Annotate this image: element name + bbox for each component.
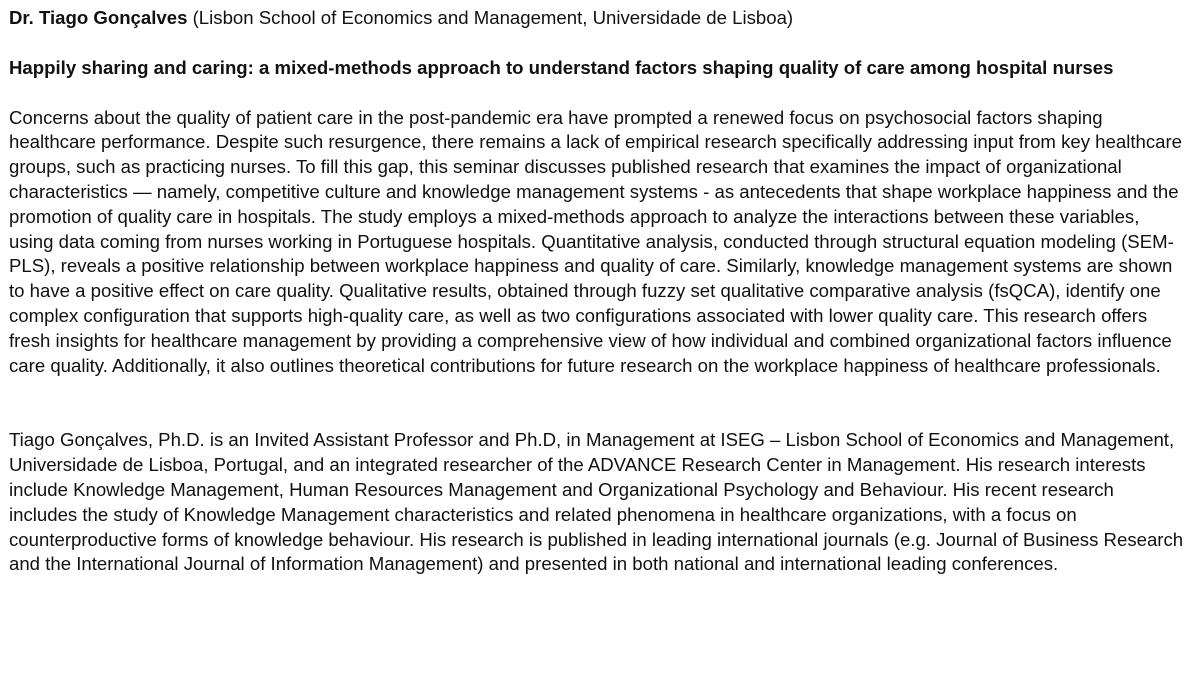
speaker-line [9,6,1184,31]
talk-abstract: Concerns about the quality of patient care in the post-pandemic era have prompted a renewed focus on psychosocial factors shaping healthcare performance. Despite such resurgence, there remains a lack of empirical research specifically addressing input from key healthcare groups, such as practicing nurses. To fill this gap, this seminar discusses published research that examines the impact of organizational characteristics — namely, competitive culture and knowledge management systems - as antecedents that shape workplace happiness and the promotion of quality care in hospitals. The study employs a mixed-methods approach to analyze the interactions between these variables, using data coming from nurses working in Portuguese hospitals. Quantitative analysis, conducted through structural equation modeling (SEM-PLS), reveals a positive relationship between workplace happiness and quality of care. Similarly, knowledge management systems are shown to have a positive effect on care quality. Qualitative results, obtained through fuzzy set qualitative comparative analysis (fsQCA), identify one complex configuration that supports high-quality care, as well as two configurations associated with lower quality care. This research offers fresh insights for healthcare management by providing a comprehensive view of how individual and combined organizational factors influence care quality. Additionally, it also outlines theoretical contributions for future research on the workplace happiness of healthcare professionals. [9,106,1183,376]
speaker-affiliation: (Lisbon School of Economics and Management, Universidade de Lisboa) [192,7,794,28]
talk-title: Happily sharing and caring: a mixed-methods approach to understand factors shaping quality of care among hospital nurses [9,56,1114,78]
speaker-name: Dr. Tiago Gonçalves [9,7,188,28]
speaker-bio: Tiago Gonçalves, Ph.D. is an Invited Assistant Professor and Ph.D, in Management at ISEG – Lisbon School of Economics and Management, Universidade de Lisboa, Portugal, and an integrated researcher of the ADVANCE Research Center in Management. His research interests include Knowledge Management, Human Resources Management and Organizational Psychology and Behaviour. His recent research includes the study of Knowledge Management characteristics and related phenomena in healthcare organizations, with a focus on counterproductive forms of knowledge behaviour. His research is published in leading international journals (e.g. Journal of Business Research and the International Journal of Information Management) and presented in both national and international leading conferences. [9,429,1184,575]
